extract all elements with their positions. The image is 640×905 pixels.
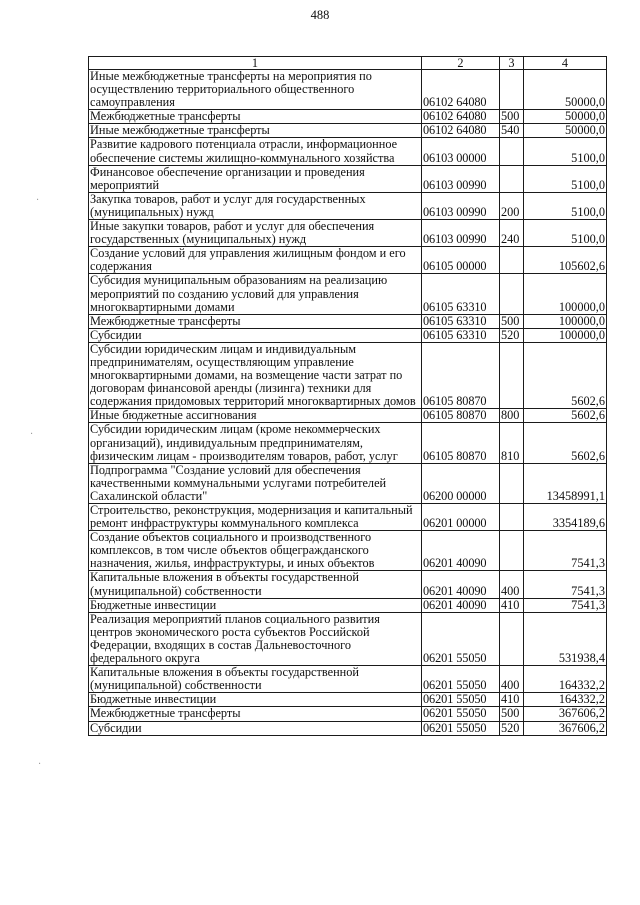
- row-expense-type-cell: 800: [500, 409, 524, 423]
- row-expense-type-cell: 400: [500, 666, 524, 693]
- row-name-cell: Субсидии: [89, 721, 422, 735]
- table-row: [89, 247, 607, 274]
- row-sum-cell: 5100,0: [524, 192, 607, 219]
- row-sum-cell: 531938,4: [524, 612, 607, 665]
- row-expense-type-cell: 520: [500, 328, 524, 342]
- table-row: [89, 328, 607, 342]
- row-name-cell: Межбюджетные трансферты: [89, 707, 422, 721]
- table-row: [89, 138, 607, 165]
- row-sum-cell: 367606,2: [524, 707, 607, 721]
- row-expense-type-cell: [500, 531, 524, 571]
- table-row: [89, 707, 607, 721]
- table-row: [89, 531, 607, 571]
- row-code-cell: 06201 55050: [422, 693, 500, 707]
- row-code-cell: 06201 40090: [422, 598, 500, 612]
- row-name-cell: Иные межбюджетные трансферты на мероприятия по осуществлению территориального общественного самоуправления: [89, 70, 422, 110]
- row-name-cell: Подпрограмма "Создание условий для обеспечения качественными коммунальными услугами потребителей Сахалинской области": [89, 463, 422, 503]
- row-sum-cell: 367606,2: [524, 721, 607, 735]
- table-row: [89, 220, 607, 247]
- row-name-cell: Закупка товаров, работ и услуг для государственных (муниципальных) нужд: [89, 192, 422, 219]
- row-code-cell: 06103 00000: [422, 138, 500, 165]
- table-row: [89, 571, 607, 598]
- row-code-cell: 06201 55050: [422, 721, 500, 735]
- table-row: [89, 504, 607, 531]
- row-code-cell: 06201 40090: [422, 531, 500, 571]
- table-row: [89, 409, 607, 423]
- row-expense-type-cell: [500, 138, 524, 165]
- row-code-cell: 06201 55050: [422, 707, 500, 721]
- row-expense-type-cell: [500, 165, 524, 192]
- row-expense-type-cell: 520: [500, 721, 524, 735]
- row-code-cell: 06105 63310: [422, 328, 500, 342]
- row-sum-cell: 5602,6: [524, 423, 607, 463]
- row-sum-cell: 50000,0: [524, 110, 607, 124]
- row-sum-cell: 100000,0: [524, 274, 607, 314]
- row-name-cell: Финансовое обеспечение организации и проведения мероприятий: [89, 165, 422, 192]
- budget-table: [88, 56, 607, 736]
- row-code-cell: 06201 55050: [422, 666, 500, 693]
- row-expense-type-cell: [500, 504, 524, 531]
- row-code-cell: 06201 55050: [422, 612, 500, 665]
- table-row: [89, 124, 607, 138]
- row-name-cell: Субсидия муниципальным образованиям на реализацию мероприятий по созданию условий для управления многоквартирными домами: [89, 274, 422, 314]
- table-row: [89, 165, 607, 192]
- row-name-cell: Бюджетные инвестиции: [89, 693, 422, 707]
- table-row: [89, 693, 607, 707]
- page-number: 488: [310, 8, 330, 22]
- row-expense-type-cell: 540: [500, 124, 524, 138]
- row-code-cell: 06103 00990: [422, 220, 500, 247]
- table-row: [89, 666, 607, 693]
- row-name-cell: Субсидии юридическим лицам (кроме некоммерческих организаций), индивидуальным предпринимателям, физическим лицам - производителям товаров, работ, услуг: [89, 423, 422, 463]
- table-row: [89, 423, 607, 463]
- scan-mark: ·: [36, 195, 40, 206]
- row-sum-cell: 7541,3: [524, 531, 607, 571]
- column-header-code: 2: [422, 57, 500, 70]
- row-sum-cell: 105602,6: [524, 247, 607, 274]
- table-row: [89, 192, 607, 219]
- row-name-cell: Создание объектов социального и производственного комплексов, в том числе объектов общегражданского назначения, жилья, инфраструктуры, и иных объектов: [89, 531, 422, 571]
- row-name-cell: Межбюджетные трансферты: [89, 314, 422, 328]
- row-code-cell: 06103 00990: [422, 165, 500, 192]
- row-expense-type-cell: 240: [500, 220, 524, 247]
- scan-mark: ·: [30, 429, 34, 440]
- row-expense-type-cell: [500, 247, 524, 274]
- row-expense-type-cell: 200: [500, 192, 524, 219]
- row-expense-type-cell: [500, 274, 524, 314]
- row-code-cell: 06201 40090: [422, 571, 500, 598]
- row-code-cell: 06105 80870: [422, 409, 500, 423]
- row-sum-cell: 100000,0: [524, 314, 607, 328]
- row-sum-cell: 7541,3: [524, 571, 607, 598]
- row-expense-type-cell: 500: [500, 707, 524, 721]
- row-code-cell: 06200 00000: [422, 463, 500, 503]
- column-header-expense-type: 3: [500, 57, 524, 70]
- row-expense-type-cell: [500, 70, 524, 110]
- row-code-cell: 06105 00000: [422, 247, 500, 274]
- table-header-row: [89, 57, 607, 70]
- row-expense-type-cell: 500: [500, 314, 524, 328]
- table-row: [89, 342, 607, 408]
- row-code-cell: 06102 64080: [422, 70, 500, 110]
- row-code-cell: 06102 64080: [422, 124, 500, 138]
- row-sum-cell: 5100,0: [524, 220, 607, 247]
- row-code-cell: 06105 63310: [422, 274, 500, 314]
- row-sum-cell: 5602,6: [524, 342, 607, 408]
- table-row: [89, 721, 607, 735]
- table-row: [89, 598, 607, 612]
- row-code-cell: 06105 80870: [422, 423, 500, 463]
- row-sum-cell: 50000,0: [524, 124, 607, 138]
- row-name-cell: Бюджетные инвестиции: [89, 598, 422, 612]
- row-expense-type-cell: 810: [500, 423, 524, 463]
- column-header-name: 1: [89, 57, 422, 70]
- row-sum-cell: 5100,0: [524, 165, 607, 192]
- row-expense-type-cell: [500, 342, 524, 408]
- row-code-cell: 06105 63310: [422, 314, 500, 328]
- row-code-cell: 06103 00990: [422, 192, 500, 219]
- row-name-cell: Создание условий для управления жилищным фондом и его содержания: [89, 247, 422, 274]
- row-name-cell: Иные бюджетные ассигнования: [89, 409, 422, 423]
- row-sum-cell: 50000,0: [524, 70, 607, 110]
- row-name-cell: Капитальные вложения в объекты государственной (муниципальной) собственности: [89, 666, 422, 693]
- row-expense-type-cell: 400: [500, 571, 524, 598]
- row-name-cell: Капитальные вложения в объекты государственной (муниципальной) собственности: [89, 571, 422, 598]
- row-expense-type-cell: [500, 612, 524, 665]
- row-code-cell: 06102 64080: [422, 110, 500, 124]
- row-expense-type-cell: [500, 463, 524, 503]
- row-expense-type-cell: 500: [500, 110, 524, 124]
- row-sum-cell: 164332,2: [524, 693, 607, 707]
- row-sum-cell: 7541,3: [524, 598, 607, 612]
- column-header-sum: 4: [524, 57, 607, 70]
- scan-mark: ·: [38, 759, 42, 770]
- row-name-cell: Строительство, реконструкция, модернизация и капитальный ремонт инфраструктуры коммунального комплекса: [89, 504, 422, 531]
- row-sum-cell: 13458991,1: [524, 463, 607, 503]
- row-expense-type-cell: 410: [500, 693, 524, 707]
- table-row: [89, 70, 607, 110]
- table-row: [89, 110, 607, 124]
- table-row: [89, 612, 607, 665]
- row-sum-cell: 164332,2: [524, 666, 607, 693]
- row-code-cell: 06201 00000: [422, 504, 500, 531]
- row-sum-cell: 100000,0: [524, 328, 607, 342]
- table-body: [89, 70, 607, 736]
- row-name-cell: Субсидии: [89, 328, 422, 342]
- table-row: [89, 463, 607, 503]
- table-row: [89, 314, 607, 328]
- row-name-cell: Иные закупки товаров, работ и услуг для обеспечения государственных (муниципальных) нужд: [89, 220, 422, 247]
- table-row: [89, 274, 607, 314]
- row-name-cell: Иные межбюджетные трансферты: [89, 124, 422, 138]
- row-code-cell: 06105 80870: [422, 342, 500, 408]
- row-name-cell: Развитие кадрового потенциала отрасли, информационное обеспечение системы жилищно-коммунального хозяйства: [89, 138, 422, 165]
- row-expense-type-cell: 410: [500, 598, 524, 612]
- row-sum-cell: 3354189,6: [524, 504, 607, 531]
- row-name-cell: Межбюджетные трансферты: [89, 110, 422, 124]
- row-sum-cell: 5602,6: [524, 409, 607, 423]
- row-sum-cell: 5100,0: [524, 138, 607, 165]
- row-name-cell: Реализация мероприятий планов социального развития центров экономического роста субъектов Российской Федерации, входящих в состав Дальневосточного федерального округа: [89, 612, 422, 665]
- row-name-cell: Субсидии юридическим лицам и индивидуальным предпринимателям, осуществляющим управление многоквартирными домами, на возмещение части затрат по договорам финансовой аренды (лизинга) техники для содержания придомовых территорий многоквартирных домов: [89, 342, 422, 408]
